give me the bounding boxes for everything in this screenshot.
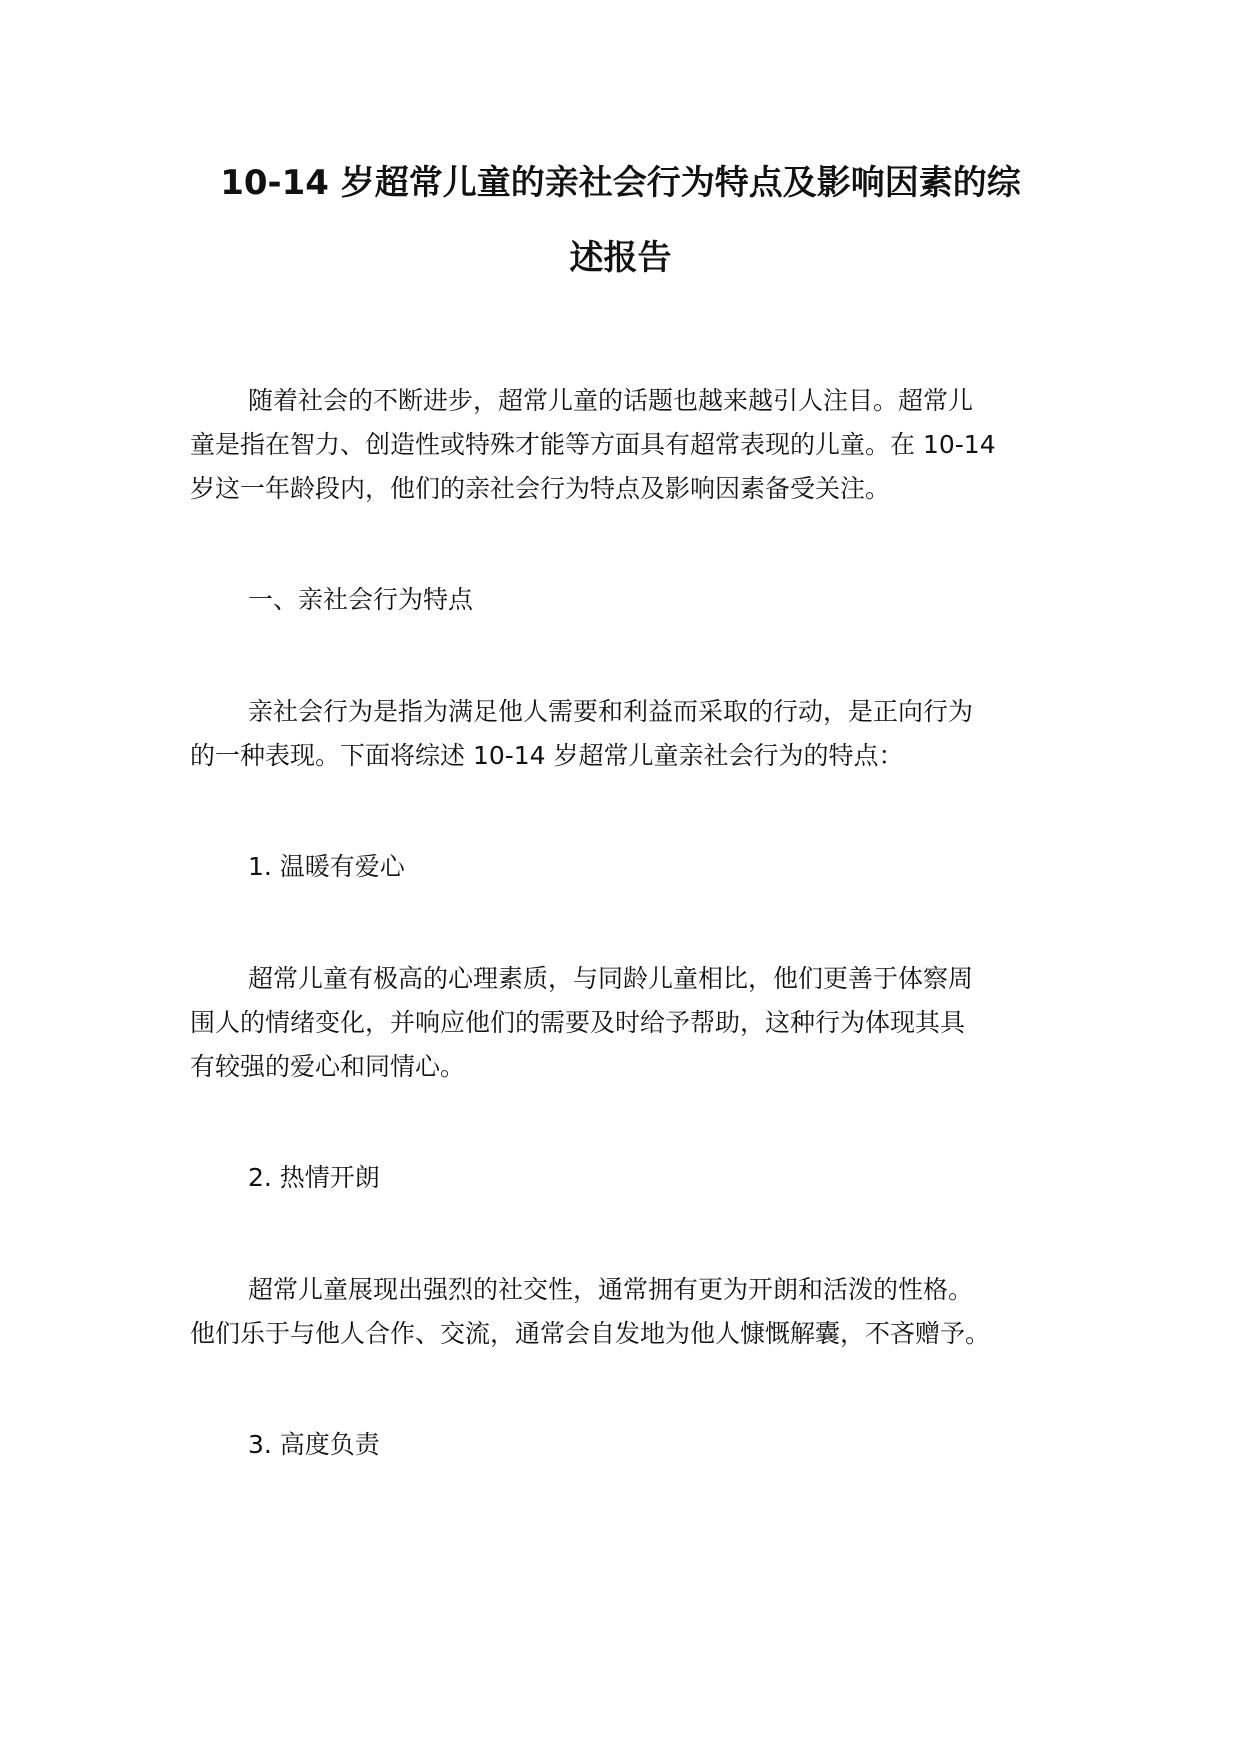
item1-line-3: 有较强的爱心和同情心。	[190, 1052, 466, 1081]
item2-heading: 2. 热情开朗	[248, 1163, 380, 1192]
section1-intro-line-2: 的一种表现。下面将综述 10-14 岁超常儿童亲社会行为的特点：	[190, 741, 904, 770]
document-title-line2: 述报告	[569, 238, 672, 278]
document-title-line1: 10-14 岁超常儿童的亲社会行为特点及影响因素的综	[220, 163, 1021, 203]
section1-heading: 一、亲社会行为特点	[248, 585, 474, 614]
item3-heading: 3. 高度负责	[248, 1430, 380, 1459]
item1-line-1: 超常儿童有极高的心理素质，与同龄儿童相比，他们更善于体察周	[248, 964, 974, 993]
item1-line-2: 围人的情绪变化，并响应他们的需要及时给予帮助，这种行为体现其具	[190, 1008, 966, 1037]
intro-line-3: 岁这一年龄段内，他们的亲社会行为特点及影响因素备受关注。	[190, 474, 891, 503]
section1-intro-line-1: 亲社会行为是指为满足他人需要和利益而采取的行动，是正向行为	[248, 697, 974, 726]
item1-heading: 1. 温暖有爱心	[248, 852, 405, 881]
intro-line-1: 随着社会的不断进步，超常儿童的话题也越来越引人注目。超常儿	[248, 386, 974, 415]
item2-line-1: 超常儿童展现出强烈的社交性，通常拥有更为开朗和活泼的性格。	[248, 1275, 974, 1304]
item2-line-2: 他们乐于与他人合作、交流，通常会自发地为他人慷慨解囊，不吝赠予。	[190, 1319, 991, 1348]
intro-line-2: 童是指在智力、创造性或特殊才能等方面具有超常表现的儿童。在 10-14	[190, 430, 996, 459]
